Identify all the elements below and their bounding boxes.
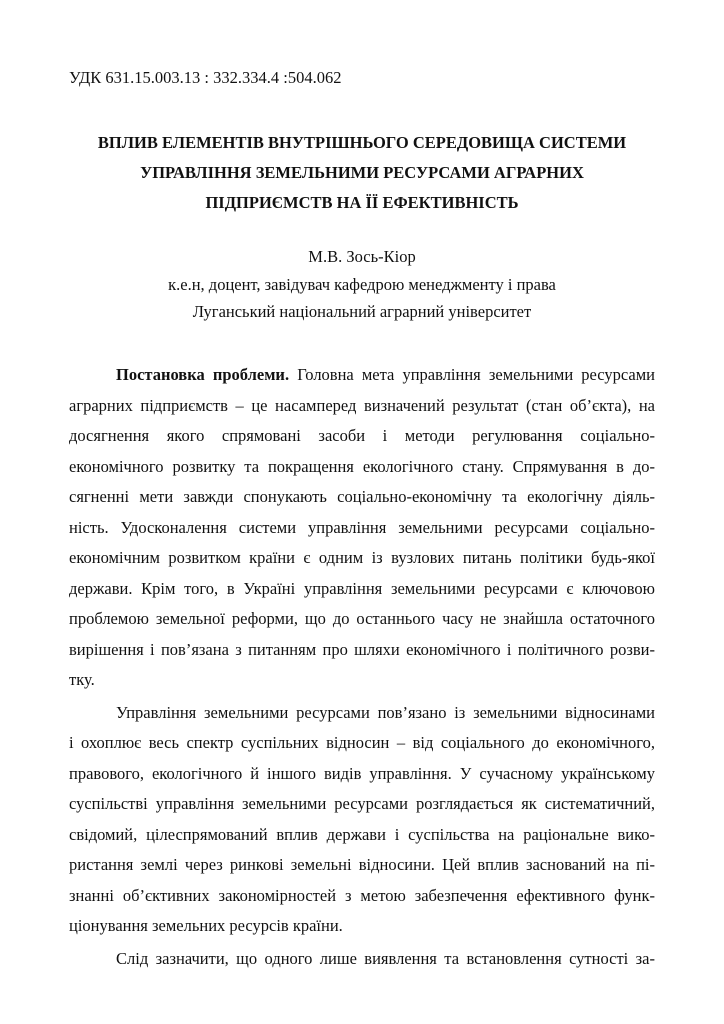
paragraph-line: Слід зазначити, що одного лише виявлення та встановлення сутності за- xyxy=(116,948,655,968)
paragraph-line: сягненні мети завжди спонукають соціально-економічну та екологічну діяль- xyxy=(69,487,655,506)
author-affiliation: Луганський національний аграрний університет xyxy=(192,302,532,321)
paragraph-line: вирішення і пов’язана з питанням про шляхи економічного і політичного розви- xyxy=(69,639,655,659)
paragraph-line: проблемою земельної реформи, що до останнього часу не знайшла остаточного xyxy=(69,609,655,628)
paragraph-line: ристання землі через ринкові земельні відносини. Цей вплив заснований на пі- xyxy=(69,855,655,874)
paragraph-line: суспільстві управління земельними ресурсами розглядається як систематичний, xyxy=(69,794,655,813)
author-position: к.е.н, доцент, завідувач кафедрою менеджменту і права xyxy=(168,274,556,294)
author-name: М.В. Зось-Кіор xyxy=(308,247,416,266)
title-line: ПІДПРИЄМСТВ НА ЇЇ ЕФЕКТИВНІСТЬ xyxy=(205,193,519,212)
paragraph-line: досягнення якого спрямовані засоби і методи регулювання соціально- xyxy=(69,426,655,445)
udc-code: УДК 631.15.003.13 : 332.334.4 :504.062 xyxy=(69,68,342,87)
paragraph-line: тку. xyxy=(69,670,95,689)
section-heading-inline: Постановка проблеми. xyxy=(116,365,290,384)
article-body xyxy=(69,360,655,974)
paragraph-line: правового, екологічного й іншого видів управління. У сучасному українському xyxy=(69,763,655,783)
title-line: УПРАВЛІННЯ ЗЕМЕЛЬНИМИ РЕСУРСАМИ АГРАРНИХ xyxy=(140,163,584,182)
paragraph-line: ціонування земельних ресурсів країни. xyxy=(69,916,343,935)
paragraph-line: ність. Удосконалення системи управління земельними ресурсами соціально- xyxy=(69,517,655,537)
paragraph-line: економічним розвитком країни є одним із вузлових питань політики будь-якої xyxy=(69,548,655,567)
paragraph-line: економічного розвитку та покращення екологічного стану. Спрямування в до- xyxy=(69,456,655,476)
paragraph-line: і охоплює весь спектр суспільних відносин – від соціального до економічного, xyxy=(69,733,655,752)
article-title xyxy=(60,128,664,218)
paragraph-line: аграрних підприємств – це насамперед визначений результат (стан об’єкта), на xyxy=(69,395,655,415)
paragraph-text: Головна мета управління земельними ресурсами xyxy=(289,365,656,384)
paragraph-line xyxy=(69,360,655,391)
title-line: ВПЛИВ ЕЛЕМЕНТІВ ВНУТРІШНЬОГО СЕРЕДОВИЩА СИСТЕМИ xyxy=(97,133,627,152)
paragraph-line: держави. Крім того, в Україні управління земельними ресурсами є ключовою xyxy=(69,578,655,598)
paragraph-line: знанні об’єктивних закономірностей з метою забезпечення ефективного функ- xyxy=(69,885,655,905)
paragraph-line: свідомий, цілеспрямований вплив держави і суспільства на раціональне вико- xyxy=(69,824,655,844)
paragraph-line: Управління земельними ресурсами пов’язано із земельними відносинами xyxy=(116,702,655,722)
author-block xyxy=(60,243,664,326)
